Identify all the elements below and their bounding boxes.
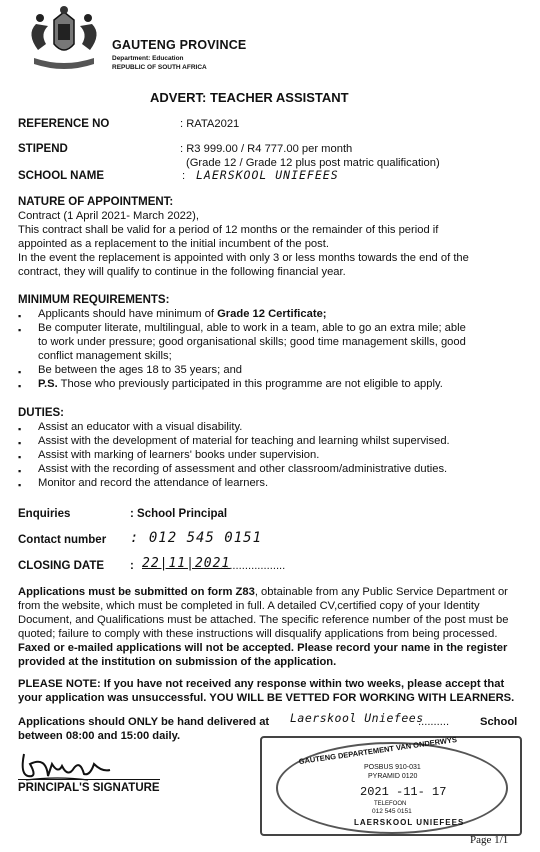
duty-item: Assist with marking of learners' books under supervision. bbox=[38, 449, 320, 461]
school-colon: : bbox=[182, 170, 186, 182]
duties-heading: DUTIES: bbox=[18, 407, 64, 419]
stamp-telefoon: TELEFOON bbox=[374, 801, 407, 807]
delivery-school-word: School bbox=[480, 716, 518, 728]
nature-line: contract, they will qualify to continue in the following financial year. bbox=[18, 266, 346, 278]
applications-line: provided at the institution on submission of the application. bbox=[18, 656, 337, 668]
stipend-note: (Grade 12 / Grade 12 plus post matric qualification) bbox=[186, 157, 440, 169]
bullet-icon: ▪ bbox=[18, 367, 22, 377]
closing-date-handwritten: 22|11|2021 bbox=[142, 556, 231, 571]
contact-number-handwritten: : 012 545 0151 bbox=[130, 530, 263, 546]
bullet-icon: ▪ bbox=[18, 381, 22, 391]
bullet-icon: ▪ bbox=[18, 424, 22, 434]
header-republic: REPUBLIC OF SOUTH AFRICA bbox=[112, 64, 207, 71]
delivery-dots: .......... bbox=[418, 716, 450, 728]
stamp-posbus: POSBUS 910-031 bbox=[364, 764, 421, 771]
bullet-icon: ▪ bbox=[18, 452, 22, 462]
stamp-top-text: GAUTENG DEPARTEMENT VAN ONDERWYS bbox=[298, 734, 458, 767]
header-org: GAUTENG PROVINCE bbox=[112, 38, 247, 52]
signature-line bbox=[18, 779, 160, 780]
delivery-line: between 08:00 and 15:00 daily. bbox=[18, 730, 181, 742]
applications-line: quoted; failure to comply with these instructions will disqualify applications from being processed. bbox=[18, 628, 498, 640]
enquiries-label: Enquiries bbox=[18, 508, 71, 520]
requirements-heading: MINIMUM REQUIREMENTS: bbox=[18, 294, 170, 306]
requirement-item: Be computer literate, multilingual, able to work in a team, able to go an extra mile; able bbox=[38, 322, 466, 334]
applications-line: Applications must be submitted on form Z83, obtainable from any Public Service Department or bbox=[18, 586, 508, 598]
nature-line: This contract shall be valid for a period of 12 months or the remainder of this period if bbox=[18, 224, 439, 236]
duty-item: Monitor and record the attendance of learners. bbox=[38, 477, 269, 489]
requirement-item: Applicants should have minimum of Grade 12 Certificate; bbox=[38, 308, 327, 320]
reference-value: : RATA2021 bbox=[180, 118, 240, 130]
signature-scribble bbox=[18, 746, 148, 786]
bullet-icon: ▪ bbox=[18, 325, 22, 335]
delivery-line: Applications should ONLY be hand delivered at bbox=[18, 716, 270, 728]
reference-label: REFERENCE NO bbox=[18, 118, 110, 130]
applications-line: from the website, which must be completed in full. A detailed CV,certified copy of your Identity bbox=[18, 600, 480, 612]
applications-line: Faxed or e-mailed applications will not be accepted. Please record your name in the register bbox=[18, 642, 508, 654]
requirement-item: Be between the ages 18 to 35 years; and bbox=[38, 364, 243, 376]
requirement-item: to work under pressure; good organisational skills; good time management skills, good bbox=[38, 336, 466, 348]
nature-line: In the event the replacement is appointed with only 3 or less months towards the end of the bbox=[18, 252, 469, 264]
bullet-icon: ▪ bbox=[18, 311, 22, 321]
stamp-date: 2021 -11- 17 bbox=[360, 785, 447, 799]
nature-line: appointed as a replacement to the initial incumbent of the post. bbox=[18, 238, 329, 250]
note-line: your application was unsuccessful. YOU WILL BE VETTED FOR WORKING WITH LEARNERS. bbox=[18, 692, 515, 704]
page-number: Page 1/1 bbox=[470, 834, 509, 846]
page-title: ADVERT: TEACHER ASSISTANT bbox=[150, 90, 349, 105]
requirement-item: conflict management skills; bbox=[38, 350, 172, 362]
closing-colon: : bbox=[130, 560, 134, 572]
bullet-icon: ▪ bbox=[18, 480, 22, 490]
nature-line: Contract (1 April 2021- March 2022), bbox=[18, 210, 199, 222]
closing-label: CLOSING DATE bbox=[18, 560, 105, 572]
duty-item: Assist with the recording of assessment and other classroom/administrative duties. bbox=[38, 463, 448, 475]
requirement-item: P.S. Those who previously participated in this programme are not eligible to apply. bbox=[38, 378, 443, 390]
duty-item: Assist with the development of material for teaching and learning whilst supervised. bbox=[38, 435, 450, 447]
note-line: PLEASE NOTE: If you have not received any response within two weeks, please accept that bbox=[18, 678, 505, 690]
school-stamp bbox=[260, 736, 522, 836]
enquiries-value: : School Principal bbox=[130, 508, 228, 520]
bullet-icon: ▪ bbox=[18, 438, 22, 448]
stipend-label: STIPEND bbox=[18, 143, 68, 155]
contact-label: Contact number bbox=[18, 534, 107, 546]
stipend-value: : R3 999.00 / R4 777.00 per month bbox=[180, 143, 353, 155]
school-label: SCHOOL NAME bbox=[18, 170, 105, 182]
stamp-tel: 012 545 0151 bbox=[372, 808, 412, 815]
stamp-pyramid: PYRAMID 0120 bbox=[368, 773, 418, 780]
bullet-icon: ▪ bbox=[18, 466, 22, 476]
header-department: Department: Education bbox=[112, 55, 184, 62]
duty-item: Assist an educator with a visual disability. bbox=[38, 421, 243, 433]
delivery-school-handwritten: Laerskool Uniefees bbox=[290, 711, 424, 725]
school-name-handwritten: LAERSKOOL UNIEFEES bbox=[196, 168, 339, 182]
coat-of-arms-logo bbox=[16, 4, 112, 74]
applications-line: Document, and Qualifications must be attached. The specific reference number of the post must be bbox=[18, 614, 509, 626]
signature-label: PRINCIPAL'S SIGNATURE bbox=[18, 782, 160, 794]
stamp-bottom-text: LAERSKOOL UNIEFEES bbox=[354, 818, 465, 827]
nature-heading: NATURE OF APPOINTMENT: bbox=[18, 196, 174, 208]
closing-dots: ..................... bbox=[220, 560, 286, 572]
